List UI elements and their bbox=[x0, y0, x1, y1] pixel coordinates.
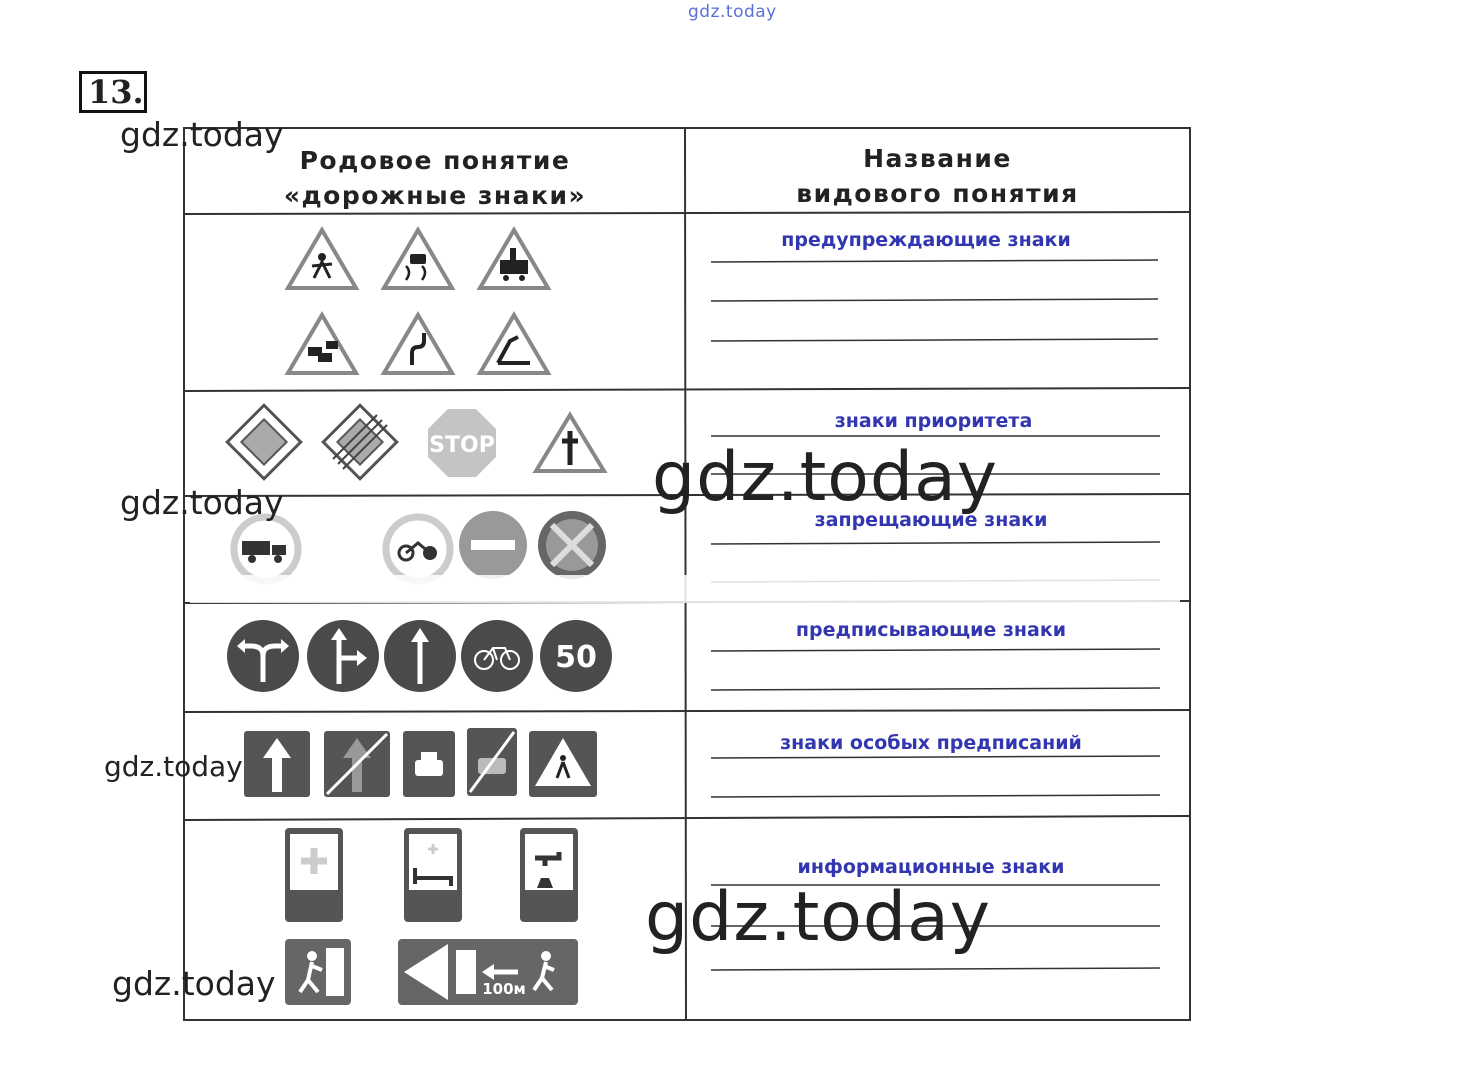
main-road-icon bbox=[227, 405, 301, 479]
no-stopping-icon bbox=[538, 511, 606, 579]
watermark: gdz.today bbox=[120, 115, 284, 154]
truck-weight-text: 8т bbox=[274, 531, 288, 544]
distance-text: 100м bbox=[482, 980, 526, 998]
straight-arrow-icon bbox=[384, 620, 456, 692]
exercise-number: 13. bbox=[79, 71, 147, 113]
watermark: gdz.today bbox=[104, 750, 243, 783]
first-aid-icon bbox=[285, 828, 343, 922]
stop-sign-icon bbox=[428, 409, 496, 477]
motor-road-icon bbox=[403, 731, 455, 797]
min-speed-text: 50 bbox=[555, 640, 597, 675]
col2-header-line1: Название bbox=[863, 144, 1012, 173]
straight-right-arrow-icon bbox=[307, 620, 379, 692]
col2-header-line2: видового понятия bbox=[796, 179, 1079, 208]
pedestrian-crossing-icon bbox=[529, 731, 597, 797]
stop-sign-text: STOP bbox=[429, 433, 495, 458]
answer-warning-signs: предупреждающие знаки bbox=[781, 229, 1071, 251]
drinking-water-icon bbox=[520, 828, 578, 922]
answer-mandatory-signs: предписывающие знаки bbox=[795, 619, 1067, 641]
col1-header-line2: «дорожные знаки» bbox=[283, 181, 587, 210]
crossroad-icon bbox=[536, 415, 604, 471]
bicycle-path-icon bbox=[461, 620, 533, 692]
left-right-arrow-icon bbox=[227, 620, 299, 692]
traffic-jam-icon bbox=[288, 315, 356, 373]
end-one-way-icon bbox=[324, 731, 390, 797]
exit-direction-icon bbox=[398, 939, 578, 1005]
col1-header-line1: Родовое понятие bbox=[299, 146, 571, 175]
train-crossing-icon bbox=[480, 230, 548, 288]
hospital-icon bbox=[404, 828, 462, 922]
no-entry-icon bbox=[459, 511, 527, 579]
slippery-road-icon bbox=[384, 230, 452, 288]
embankment-icon bbox=[480, 315, 548, 373]
site-label[interactable]: gdz.today bbox=[688, 2, 777, 22]
end-main-road-icon bbox=[323, 405, 397, 479]
end-motor-road-icon bbox=[467, 728, 517, 796]
no-motorcycles-icon bbox=[386, 517, 450, 581]
emergency-exit-icon bbox=[285, 939, 351, 1005]
answer-priority-signs: знаки приоритета bbox=[834, 410, 1033, 432]
answer-prohibitory-signs: запрещающие знаки bbox=[814, 509, 1048, 531]
watermark: gdz.today bbox=[652, 438, 998, 517]
min-speed-icon bbox=[540, 620, 612, 692]
watermark: gdz.today bbox=[645, 878, 991, 957]
answer-information-signs: информационные знаки bbox=[797, 856, 1065, 878]
pedestrian-warning-icon bbox=[288, 230, 356, 288]
double-curve-icon bbox=[384, 315, 452, 373]
one-way-icon bbox=[244, 731, 310, 797]
watermark: gdz.today bbox=[120, 483, 284, 522]
watermark: gdz.today bbox=[112, 964, 276, 1003]
no-trucks-icon bbox=[234, 517, 298, 581]
answer-special-regulation-signs: знаки особых предписаний bbox=[780, 732, 1082, 754]
